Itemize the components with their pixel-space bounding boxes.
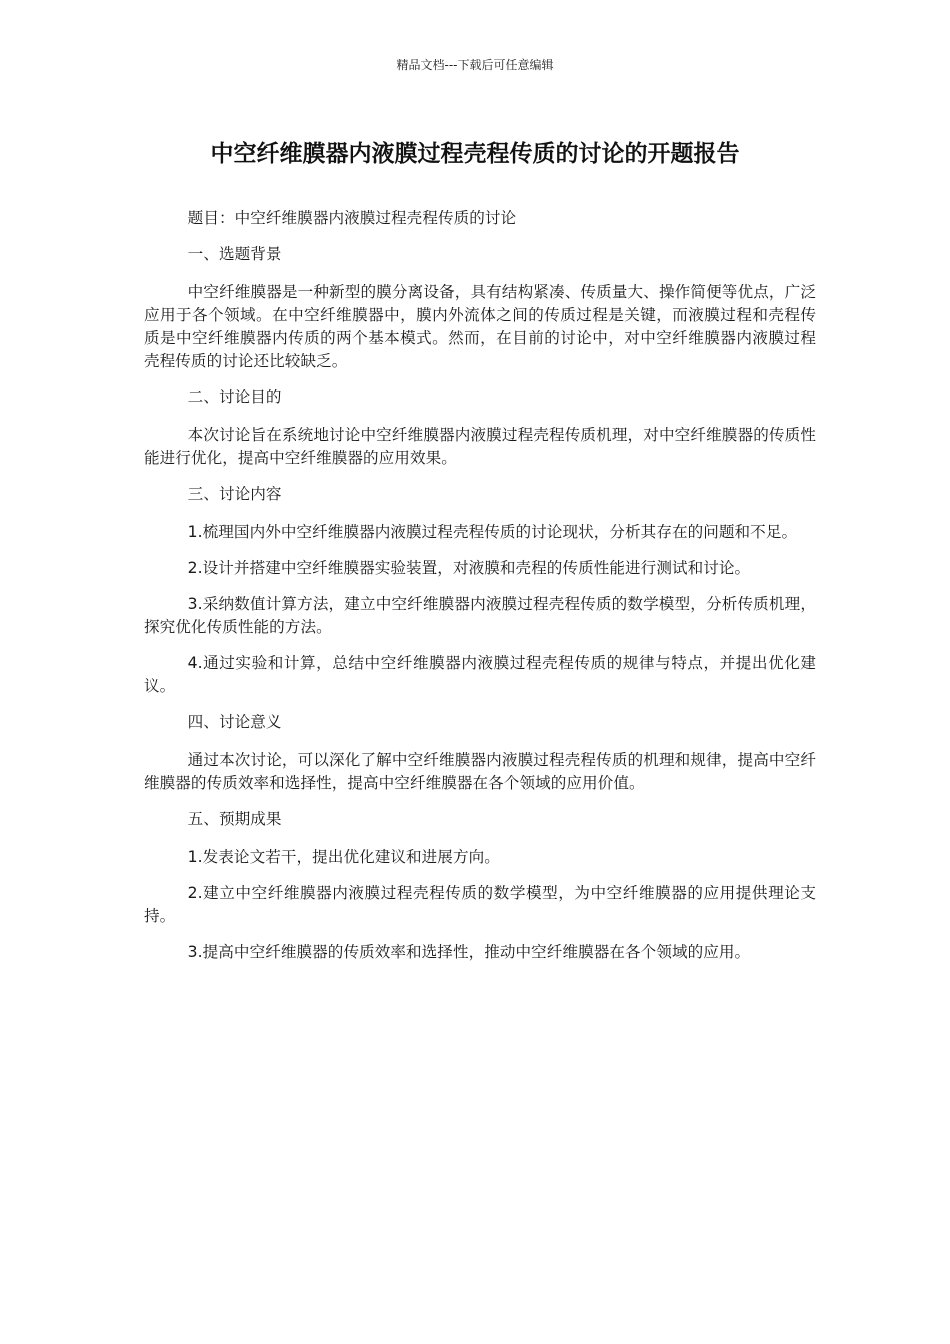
paragraph-significance: 通过本次讨论，可以深化了解中空纤维膜器内液膜过程壳程传质的机理和规律，提高中空纤维膜器的传质效率和选择性，提高中空纤维膜器在各个领域的应用价值。 bbox=[144, 751, 816, 792]
paragraph-purpose: 本次讨论旨在系统地讨论中空纤维膜器内液膜过程壳程传质机理，对中空纤维膜器的传质性能进行优化，提高中空纤维膜器的应用效果。 bbox=[144, 426, 816, 467]
outcome-item-3: 3.提高中空纤维膜器的传质效率和选择性，推动中空纤维膜器在各个领域的应用。 bbox=[187, 943, 751, 961]
document-body bbox=[144, 207, 816, 977]
topic-line: 题目：中空纤维膜器内液膜过程壳程传质的讨论 bbox=[187, 209, 517, 227]
section-heading-purpose: 二、讨论目的 bbox=[187, 388, 282, 406]
outcome-item-1: 1.发表论文若干，提出优化建议和进展方向。 bbox=[187, 848, 500, 866]
content-item-3: 3.采纳数值计算方法，建立中空纤维膜器内液膜过程壳程传质的数学模型，分析传质机理，探究优化传质性能的方法。 bbox=[144, 595, 816, 636]
document-title: 中空纤维膜器内液膜过程壳程传质的讨论的开题报告 bbox=[210, 141, 740, 167]
page-header: 精品文档---下载后可任意编辑 bbox=[396, 58, 554, 72]
section-heading-significance: 四、讨论意义 bbox=[187, 713, 282, 731]
content-item-1: 1.梳理国内外中空纤维膜器内液膜过程壳程传质的讨论现状，分析其存在的问题和不足。 bbox=[187, 523, 798, 541]
content-item-2: 2.设计并搭建中空纤维膜器实验装置，对液膜和壳程的传质性能进行测试和讨论。 bbox=[187, 559, 751, 577]
outcome-item-2: 2.建立中空纤维膜器内液膜过程壳程传质的数学模型，为中空纤维膜器的应用提供理论支持。 bbox=[144, 884, 816, 925]
section-heading-content: 三、讨论内容 bbox=[187, 485, 282, 503]
section-heading-outcomes: 五、预期成果 bbox=[187, 810, 282, 828]
paragraph-background: 中空纤维膜器是一种新型的膜分离设备，具有结构紧凑、传质量大、操作简便等优点，广泛应用于各个领域。在中空纤维膜器中，膜内外流体之间的传质过程是关键，而液膜过程和壳程传质是中空纤维膜器内传质的两个基本模式。然而，在目前的讨论中，对中空纤维膜器内液膜过程壳程传质的讨论还比较缺乏。 bbox=[144, 283, 816, 370]
content-item-4: 4.通过实验和计算，总结中空纤维膜器内液膜过程壳程传质的规律与特点，并提出优化建议。 bbox=[144, 654, 816, 695]
section-heading-background: 一、选题背景 bbox=[187, 245, 282, 263]
